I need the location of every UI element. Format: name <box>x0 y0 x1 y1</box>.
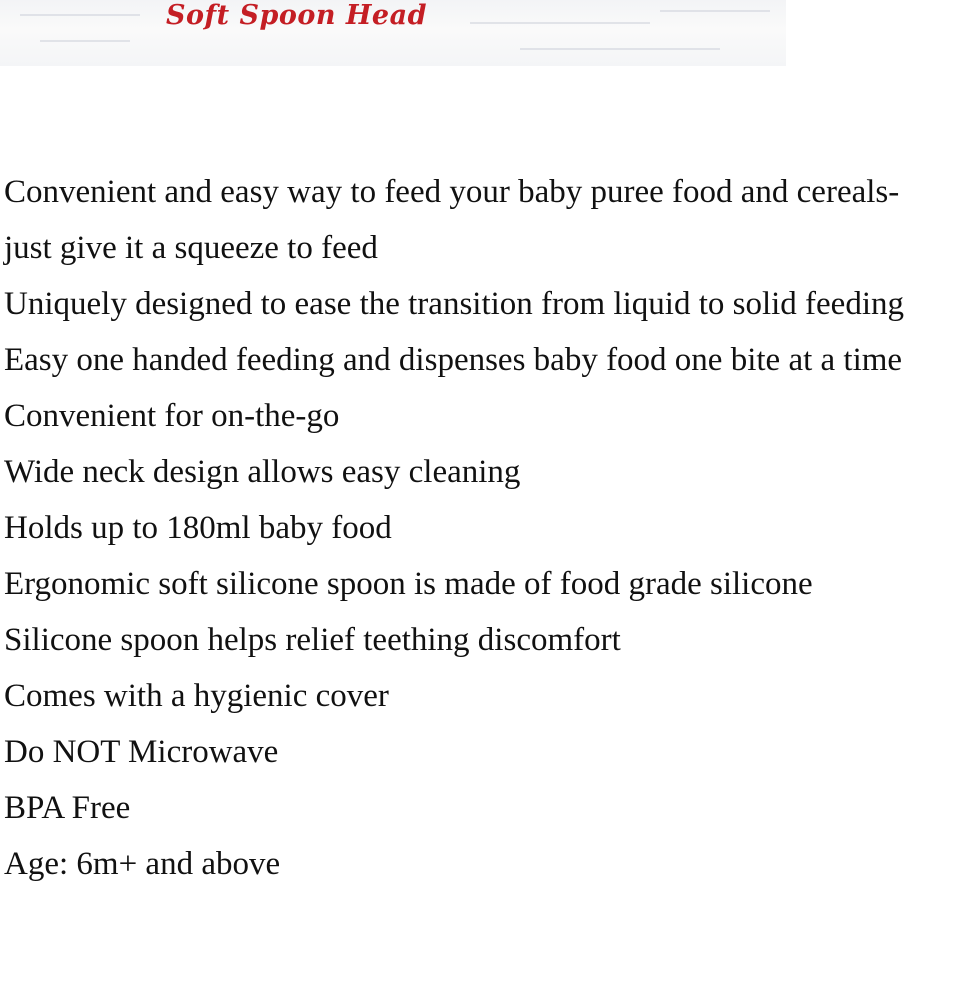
feature-item: Silicone spoon helps relief teething discomfort <box>4 622 621 658</box>
feature-item: Ergonomic soft silicone spoon is made of food grade silicone <box>4 566 813 602</box>
feature-list <box>4 164 954 892</box>
feature-item: Easy one handed feeding and dispenses baby food one bite at a time <box>4 342 903 378</box>
feature-item: Uniquely designed to ease the transition from liquid to solid feeding <box>4 286 904 322</box>
feature-item: Convenient for on-the-go <box>4 398 340 434</box>
banner-texture-line <box>660 10 770 12</box>
banner-texture-line <box>520 48 720 50</box>
feature-item: Age: 6m+ and above <box>4 846 281 882</box>
banner-texture-line <box>40 40 130 42</box>
banner-title: Soft Spoon Head <box>166 0 427 31</box>
banner-texture-line <box>470 22 650 24</box>
feature-item: Holds up to 180ml baby food <box>4 510 392 546</box>
feature-item: Comes with a hygienic cover <box>4 678 389 714</box>
feature-item: BPA Free <box>4 790 131 826</box>
banner-image <box>0 0 786 66</box>
feature-item: Do NOT Microwave <box>4 734 279 770</box>
banner-texture-line <box>20 14 140 16</box>
feature-item: Wide neck design allows easy cleaning <box>4 454 521 490</box>
feature-item: Convenient and easy way to feed your baby puree food and cereals- just give it a squeeze to feed <box>4 174 900 266</box>
